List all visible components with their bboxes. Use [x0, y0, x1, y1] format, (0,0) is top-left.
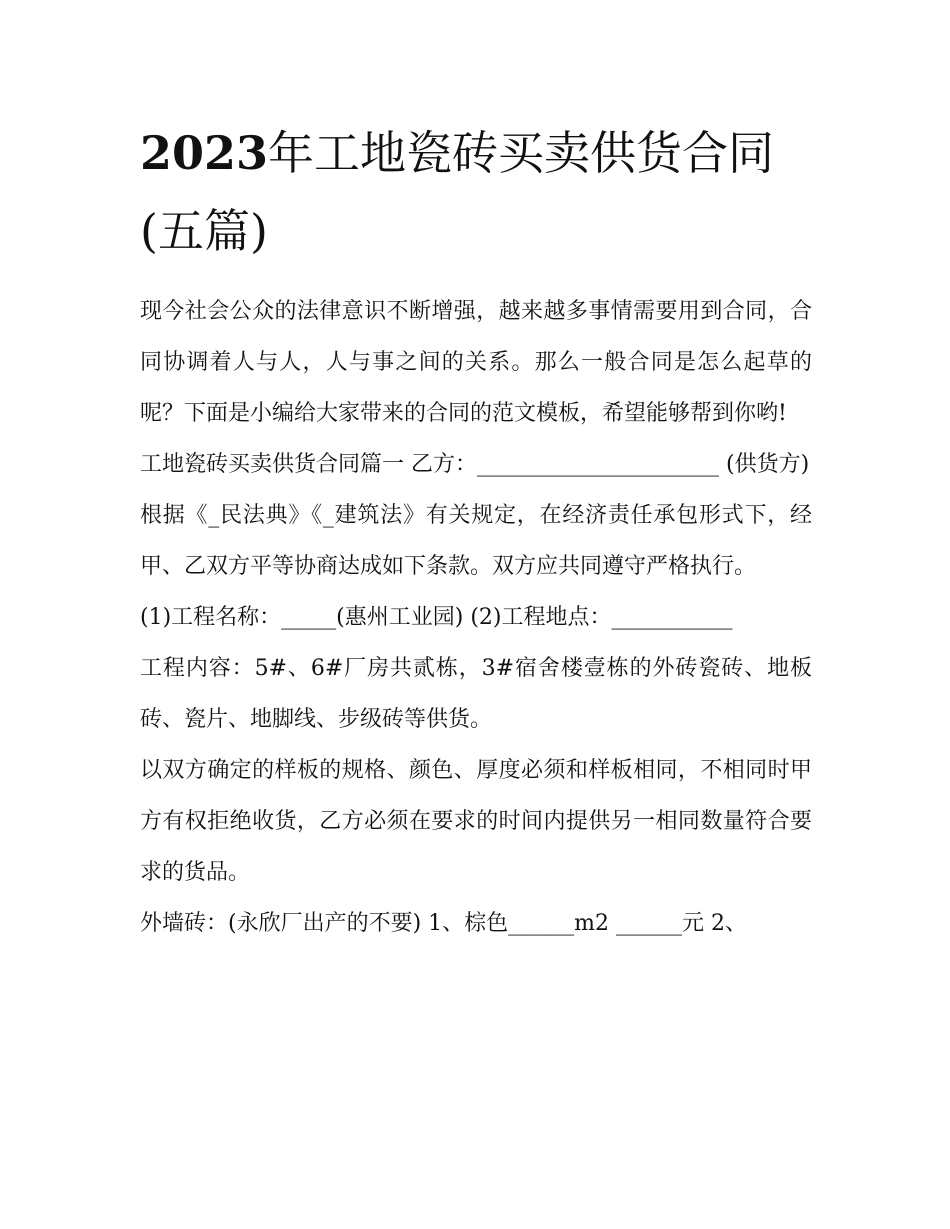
title-year: 2023: [140, 126, 269, 180]
sample-spec-paragraph: 以双方确定的样板的规格、颜色、厚度必须和样板相同，不相同时甲方有权拒绝收货，乙方必须在要求的时间内提供另一相同数量符合要求的货品。: [140, 758, 812, 885]
legal-basis-paragraph: 根据《_民法典》《_建筑法》有关规定，在经济责任承包形式下，经甲、乙双方平等协商达成如下条款。双方应共同遵守严格执行。: [140, 503, 812, 579]
exterior-tile-paragraph: 外墙砖：(永欣厂出产的不要) 1、棕色______m2 ______元 2、: [140, 911, 747, 936]
project-content-paragraph: 工程内容：5#、6#厂房共贰栋，3#宿舍楼壹栋的外砖瓷砖、地板砖、瓷片、地脚线、步级砖等供货。: [140, 656, 812, 732]
contract-heading-paragraph: 工地瓷砖买卖供货合同篇一 乙方：______________________ (供货方): [140, 452, 810, 477]
document-page: [140, 114, 812, 949]
title-text: 年工地瓷砖买卖供货合同(五篇): [140, 126, 775, 258]
document-title: [140, 114, 812, 270]
project-info-paragraph: (1)工程名称：_____(惠州工业园) (2)工程地点：___________: [140, 605, 733, 630]
intro-paragraph: 现今社会公众的法律意识不断增强，越来越多事情需要用到合同，合同协调着人与人，人与事之间的关系。那么一般合同是怎么起草的呢？下面是小编给大家带来的合同的范文模板，希望能够帮到你哟!: [140, 299, 812, 426]
